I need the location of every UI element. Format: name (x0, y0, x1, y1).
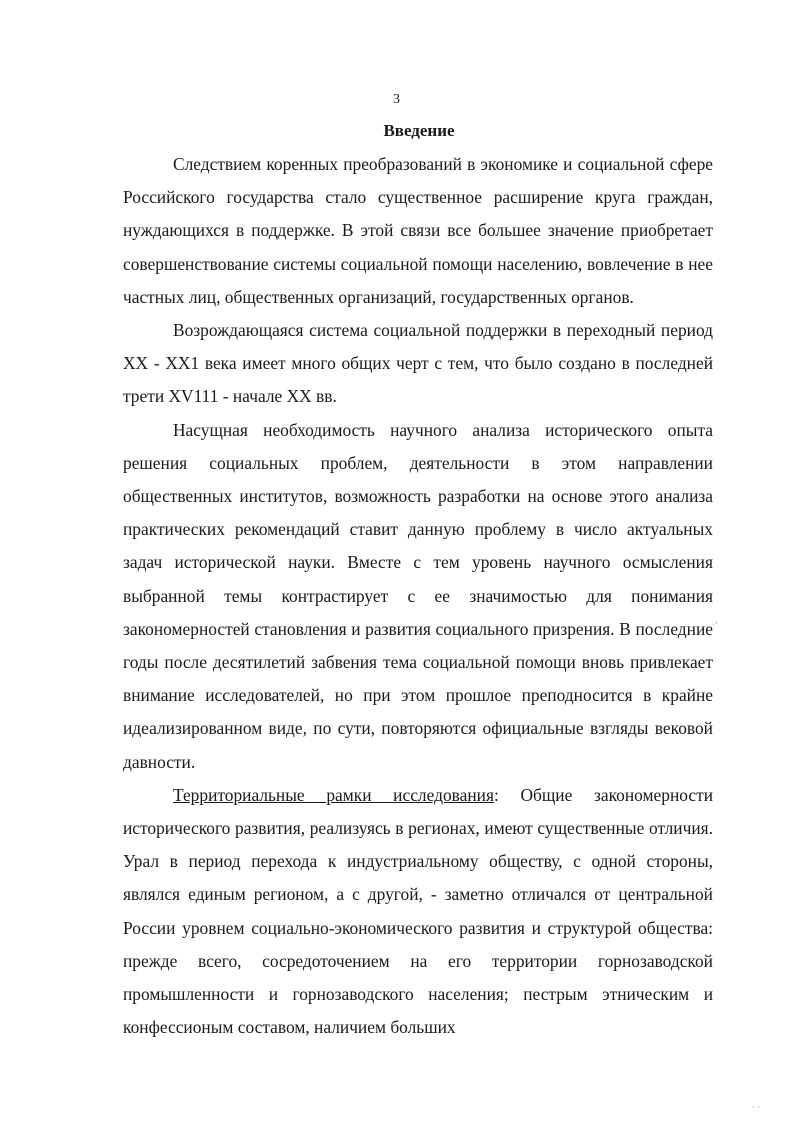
paragraph (123, 779, 713, 1045)
section-lead-underlined: Территориальные рамки исследования (173, 784, 494, 805)
document-body (123, 148, 713, 1044)
scan-speck: · · (752, 1102, 761, 1112)
page-number: 3 (393, 92, 400, 107)
paragraph: Возрождающаяся система социальной поддержки в переходный период XX - XX1 века имеет много общих черт с тем, что было создано в последней трети XV111 - начале XX вв. (123, 320, 713, 407)
paragraph: Следствием коренных преобразований в экономике и социальной сфере Российского государства стало существенное расширение круга граждан, нуждающихся в поддержке. В этой связи все большее значение приобретает совершенствование системы социальной помощи населению, вовлечение в нее частных лиц, общественных организаций, государственных органов. (123, 154, 713, 307)
paragraph: Насущная необходимость научного анализа исторического опыта решения социальных проблем, деятельности в этом направлении общественных институтов, возможность разработки на основе этого анализа практических рекомендаций ставит данную проблему в число актуальных задач исторической науки. Вместе с тем уровень научного осмысления выбранной темы контрастирует с ее значимостью для понимания закономерностей становления и развития социального призрения. В последние годы после десятилетий забвения тема социальной помощи вновь привлекает внимание исследователей, но при этом прошлое преподносится в крайне идеализированном виде, по сути, повторяются официальные взгляды вековой давности. (123, 419, 713, 772)
page-title: Введение (383, 121, 455, 140)
scan-speck: ·ʼ (712, 620, 718, 630)
paragraph-text: : Общие закономерности исторического развития, реализуясь в регионах, имеют существенные отличия. Урал в период перехода к индустриальному обществу, с одной стороны, являлся единым регионом, а с другой, - заметно отличался от центральной России уровнем социально-экономического развития и структурой общества: прежде всего, сосредоточением на его территории горнозаводской промышленности и горнозаводского населения; пестрым этническим и конфессионым составом, наличием больших (123, 784, 713, 1038)
